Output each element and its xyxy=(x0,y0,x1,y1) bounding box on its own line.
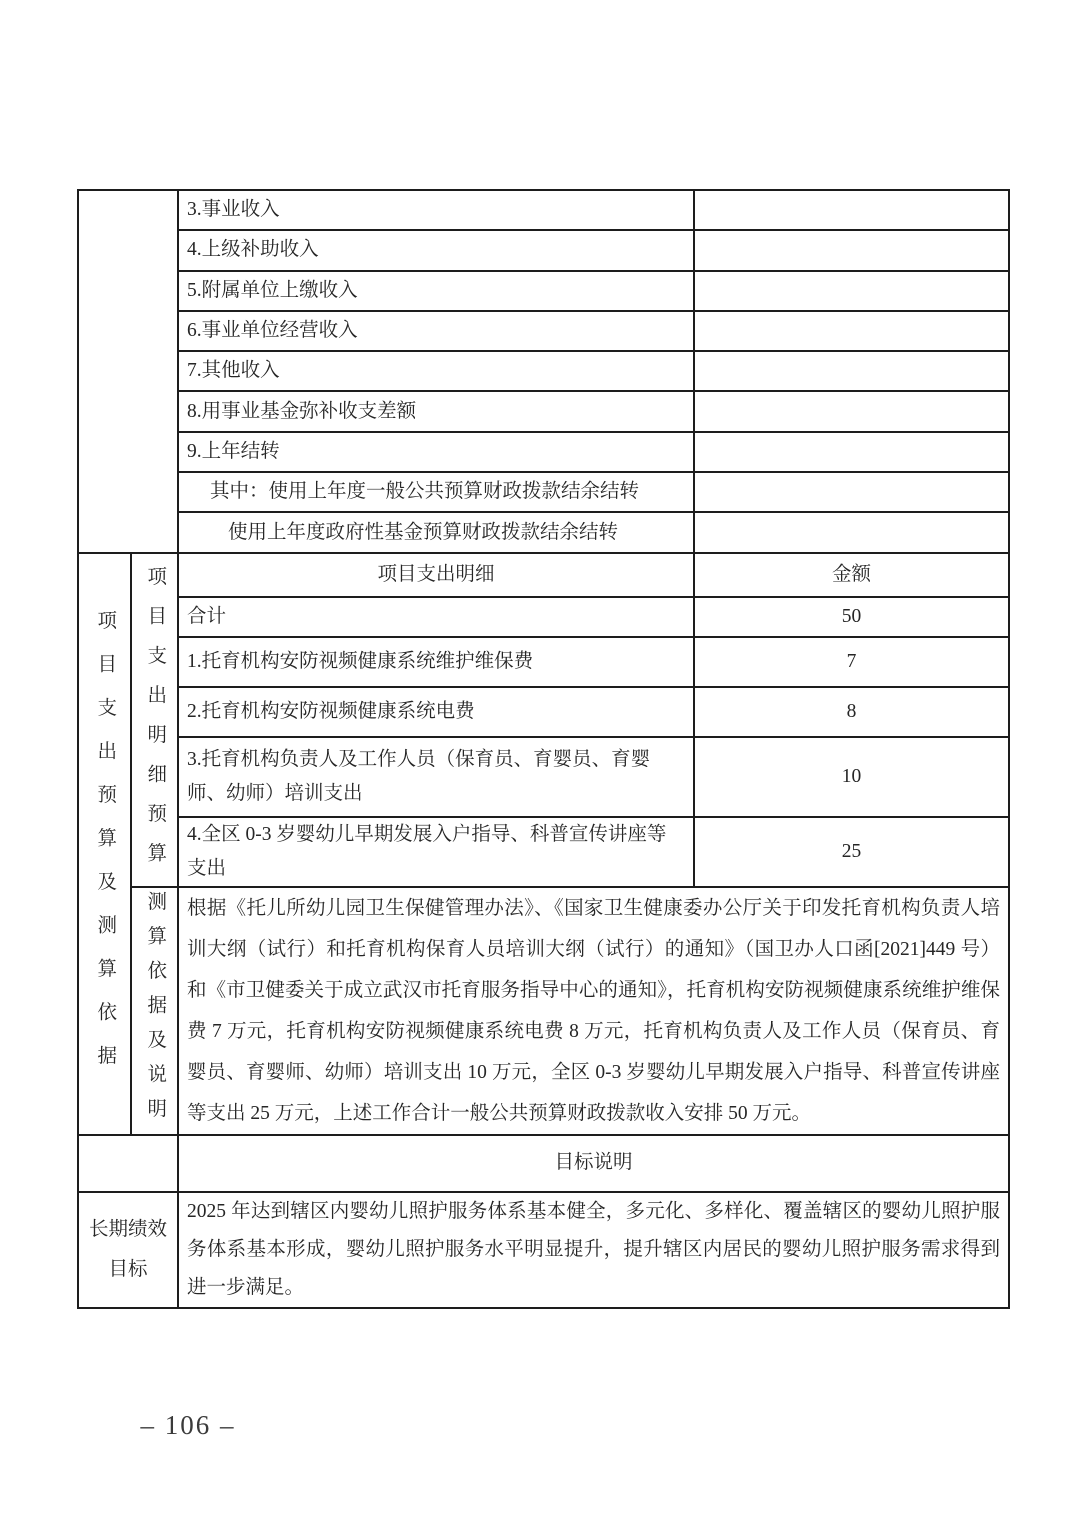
detail-row-amount: 10 xyxy=(694,737,1009,817)
income-row-value xyxy=(694,230,1009,270)
income-row-label: 7.其他收入 xyxy=(178,351,694,391)
table-row xyxy=(78,1135,1009,1192)
long-term-goal-label: 长期绩效目标 xyxy=(78,1192,178,1308)
income-row-label: 3.事业收入 xyxy=(178,190,694,230)
table-row xyxy=(78,817,1009,887)
income-row-value xyxy=(694,271,1009,311)
basis-paragraph: 根据《托儿所幼儿园卫生保健管理办法》、《国家卫生健康委办公厅关于印发托育机构负责人培训大纲（试行）和托育机构保育人员培训大纲（试行）的通知》（国卫办人口函[2021]449 号）和《市卫健委关于成立武汉市托育服务指导中心的通知》，托育机构安防视频健康系统维护维保费 7 万元，托育机构安防视频健康系统电费 8 万元，托育机构负责人及工作人员（保育员、育婴员、育婴师、幼师）培训支出 10 万元，全区 0-3 岁婴幼儿早期发展入户指导、科普宣传讲座等支出 25 万元，上述工作合计一般公共预算财政拨款收入安排 50 万元。 xyxy=(178,887,1009,1135)
table-row xyxy=(78,351,1009,391)
table-row xyxy=(78,190,1009,230)
detail-row-item: 4.全区 0-3 岁婴幼儿早期发展入户指导、科普宣传讲座等支出 xyxy=(178,817,694,887)
income-row-value xyxy=(694,311,1009,351)
detail-row-item: 3.托育机构负责人及工作人员（保育员、育婴员、育婴师、幼师）培训支出 xyxy=(178,737,694,817)
income-row-label: 9.上年结转 xyxy=(178,432,694,472)
section-header-basis-note xyxy=(131,887,178,1135)
budget-table xyxy=(77,189,1010,1309)
income-row-label: 使用上年度政府性基金预算财政拨款结余结转 xyxy=(178,512,694,552)
table-row xyxy=(78,391,1009,431)
income-row-value xyxy=(694,432,1009,472)
income-row-label: 6.事业单位经营收入 xyxy=(178,311,694,351)
detail-row-amount: 50 xyxy=(694,597,1009,637)
detail-column-header-item: 项目支出明细 xyxy=(178,553,694,597)
detail-row-amount: 8 xyxy=(694,687,1009,737)
table-row xyxy=(78,512,1009,552)
table-row xyxy=(78,432,1009,472)
table-row xyxy=(78,1192,1009,1308)
income-row-value xyxy=(694,190,1009,230)
vertical-header-text: 项目支出明细预算 xyxy=(144,565,166,882)
table-row xyxy=(78,637,1009,687)
income-row-label: 5.附属单位上缴收入 xyxy=(178,271,694,311)
detail-row-amount: 7 xyxy=(694,637,1009,687)
vertical-header-text: 测算依据及说明 xyxy=(144,891,166,1133)
goal-header-left-empty-cell xyxy=(78,1135,178,1192)
detail-row-item: 合计 xyxy=(178,597,694,637)
long-term-goal-paragraph: 2025 年达到辖区内婴幼儿照护服务体系基本健全，多元化、多样化、覆盖辖区的婴幼儿照护服务体系基本形成，婴幼儿照护服务水平明显提升，提升辖区内居民的婴幼儿照护服务需求得到进一步满足。 xyxy=(178,1192,1009,1308)
section-header-project-expenditure xyxy=(78,553,131,1135)
table-row xyxy=(78,887,1009,1135)
detail-row-amount: 25 xyxy=(694,817,1009,887)
detail-row-item: 2.托育机构安防视频健康系统电费 xyxy=(178,687,694,737)
detail-column-header-amount: 金额 xyxy=(694,553,1009,597)
income-row-label: 8.用事业基金弥补收支差额 xyxy=(178,391,694,431)
page-number: – 106 – xyxy=(140,1410,236,1440)
table-row xyxy=(78,687,1009,737)
income-row-value xyxy=(694,391,1009,431)
table-row xyxy=(78,553,1009,597)
table-row xyxy=(78,311,1009,351)
income-row-value xyxy=(694,351,1009,391)
table-row xyxy=(78,597,1009,637)
income-row-label: 4.上级补助收入 xyxy=(178,230,694,270)
table-row xyxy=(78,230,1009,270)
vertical-header-text: 项目支出预算及测算依据 xyxy=(94,610,116,1089)
income-row-value xyxy=(694,512,1009,552)
goal-description-header: 目标说明 xyxy=(178,1135,1009,1192)
detail-row-item: 1.托育机构安防视频健康系统维护维保费 xyxy=(178,637,694,687)
table-row xyxy=(78,737,1009,817)
top-left-merged-cell xyxy=(78,190,178,553)
table-row xyxy=(78,472,1009,512)
table-row xyxy=(78,271,1009,311)
section-header-detail-budget xyxy=(131,553,178,887)
income-row-label: 其中：使用上年度一般公共预算财政拨款结余结转 xyxy=(178,472,694,512)
income-row-value xyxy=(694,472,1009,512)
